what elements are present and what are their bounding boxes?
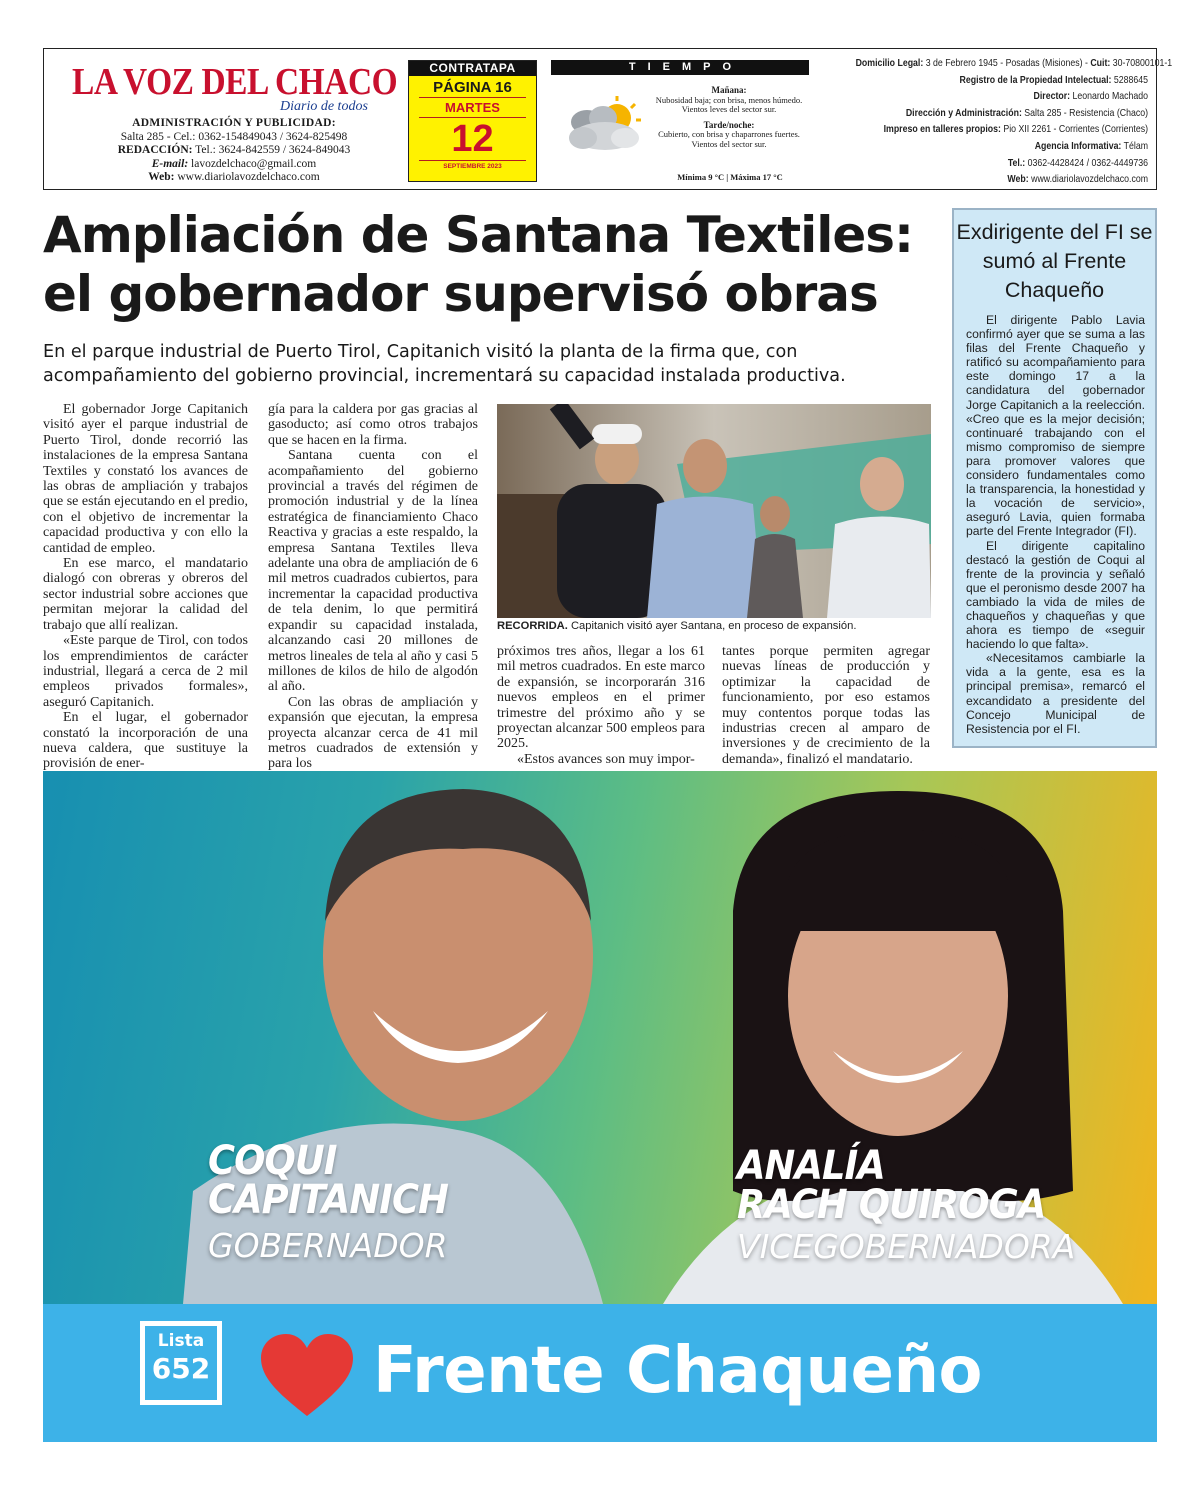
weather-box [551,60,809,182]
forecast-text [653,86,805,149]
candidate-2-last-name: RACH QUIROGA [737,1182,1046,1228]
legal-label: Registro de la Propiedad Intelectual: [959,74,1112,86]
legal-label: Cuit: [1090,58,1111,69]
weekday: MARTES [419,98,526,118]
sidebar-paragraph: El dirigente Pablo Lavia confirmó ayer que se suma a las filas del Frente Chaqueño y ratificó su acompañamiento para este domingo 17 a la candidatura del gobernador Jorge Capitanich a la reelección. «Creo que es la mejor decisión; continuaré trabajando con el mismo compromiso de siempre para promover valores que considero fundamentales como la transparencia, la honestidad y la vocación de servicio», aseguró Lavia, quien formaba parte del Frente Integrador (FI). [966,313,1145,539]
email-line [84,158,384,172]
legal-value: 0362-4428424 / 0362-4449736 [1027,157,1148,169]
redaccion-label: REDACCIÓN: [117,144,193,156]
email-label: E-mail: [151,157,189,170]
sidebar-body [966,313,1145,736]
legal-value: 5288645 [1113,74,1148,86]
sidebar-paragraph: El dirigente capitalino destacó la gestión de Coqui al frente de la provincia y señaló que el peronismo desde 2007 ha cambiado la vida de miles de chaqueños y chaqueñas y que ahora es tiempo de «seguir haciendo lo que falta». [966,538,1145,652]
campaign-ad[interactable] [43,771,1157,1304]
article-column-2 [268,402,478,772]
redaccion-line [84,144,384,158]
lista-word: Lista [157,1331,205,1351]
evening-label: Tarde/noche: [703,119,755,130]
article-paragraph: En ese marco, el mandatario dialogó con obreras y obreros del sector industrial sobre acciones que permitan mejorar la calidad del trabajo que allí realizan. [43,556,248,633]
article-paragraph: Con las obras de ampliación y expansión que ejecutan, la empresa proyecta alcanzar cerca de 41 mil metros cuadrados de extensión y para los [268,694,478,772]
masthead [43,48,1173,190]
legal-label: Tel.: [1007,157,1026,169]
legal-value: 30-70800101-1 [1112,58,1173,69]
lista-number: 652 [151,1352,211,1385]
redaccion-phones: Tel.: 3624-842559 / 3624-849043 [195,144,351,156]
article-column-1 [43,402,248,772]
admin-address: Salta 285 - Cel.: 0362-154849043 / 3624-825498 [120,130,348,143]
section-label: CONTRATAPA [409,61,536,76]
candidate-1-last-name: CAPITANICH [208,1177,448,1223]
legal-label: Director: [1033,91,1071,103]
legal-label: Domicilio Legal: [855,58,924,69]
article-paragraph: En el lugar, el gobernador constató la incorporación de una nueva caldera, que sustituye la provisión de ener- [43,710,248,772]
article-column-3 [497,644,705,767]
partly-cloudy-icon [565,94,647,154]
candidate-1-role: GOBERNADOR [208,1226,448,1265]
article-photo[interactable] [497,404,931,618]
candidate-2-bangs [788,829,1008,931]
legal-row [856,89,1148,106]
article-column-4 [722,644,930,767]
email-value[interactable]: lavozdelchaco@gmail.com [191,157,317,170]
article-deck: En el parque industrial de Puerto Tirol, Capitanich visitó la planta de la firma que, con acompañamiento del gobierno provincial, incrementará su capacidad instalada productiva. [43,342,846,386]
photo-scene [497,404,931,618]
morning-label: Mañana: [711,85,747,95]
caption-label: RECORRIDA. [497,620,568,632]
web-value[interactable]: www.diariolavozdelchaco.com [177,171,320,183]
legal-row [856,156,1148,173]
page-number: PÁGINA 16 [419,78,526,98]
legal-value: Télam [1123,140,1148,152]
article-paragraph: El gobernador Jorge Capitanich visitó ayer el parque industrial de Puerto Tirol, donde recorrió las instalaciones de la empresa Santana Textiles y constató los avances de las obras de ampliación y trabajos que se están ejecutando en el predio, con el objetivo de incrementar la capacidad productiva y con ello la cantidad de empleo. [43,402,248,556]
legal-row [856,139,1148,156]
article-headline [43,206,943,324]
evening-forecast: Cubierto, con brisa y chaparrones fuertes. Vientos del sector sur. [658,129,800,149]
legal-row [855,56,1173,73]
legal-row [856,172,1148,189]
candidate-1-first-name: COQUI [208,1138,337,1184]
caption-text: Capitanich visitó ayer Santana, en proceso de expansión. [570,620,857,632]
legal-value: 3 de Febrero 1945 - Posadas (Misiones) - [925,58,1088,69]
admin-contact [84,117,384,185]
article-paragraph: «Este parque de Tirol, con todos los emprendimientos de carácter industrial, llegará a cerca de 2 mil empleos privados formales», aseguró Capitanich. [43,633,248,710]
candidate-2-first-name: ANALÍA [737,1143,885,1189]
date-box [408,60,537,182]
party-name: Frente Chaqueño [373,1334,982,1408]
article-paragraph: próximos tres años, llegar a los 61 mil metros cuadrados. En este marco de expansión, se incorporarán 316 nuevos empleos en el primer trimestre del próximo año y se proyectan alcanzar 500 empleos para 2025. [497,644,705,752]
legal-row [856,73,1148,90]
sidebar-news-box [952,208,1157,748]
logo-tagline: Diario de todos [280,99,368,114]
min-max-temp: Mínima 9 °C | Máxima 17 °C [677,172,783,182]
legal-label: Web: [1007,174,1029,186]
web-line [84,171,384,185]
legal-row [856,106,1148,123]
campaign-band [43,1304,1157,1442]
article-paragraph: tantes porque permiten agregar nuevas líneas de producción y optimizar la capacidad de funcionamiento, por eso estamos muy contentos porque todas las industrias crecen al amparo de inversiones y de crecimiento de la demanda», finalizó el mandatario. [722,644,930,767]
sidebar-title: Exdirigente del FI se sumó al Frente Chaqueño [956,220,1153,302]
legal-info [808,56,1173,189]
legal-label: Impreso en talleres propios: [883,124,1001,136]
heart-icon [259,1332,355,1418]
legal-label: Agencia Informativa: [1034,140,1122,152]
legal-row [856,122,1148,139]
article-paragraph: «Estos avances son muy impor- [517,751,695,767]
admin-heading: ADMINISTRACIÓN Y PUBLICIDAD: [132,117,336,129]
morning-forecast: Nubosidad baja; con brisa, menos húmedo. Vientos leves del sector sur. [655,94,803,114]
weather-title: TIEMPO [551,60,809,75]
photo-caption [497,620,931,632]
article-paragraph: Santana cuenta con el acompañamiento del gobierno provincial a través del régimen de promoción industrial y de la línea estratégica de financiamiento Chaco Reactiva y gracias a este respaldo, la empresa Santana Textiles lleva adelante una obra de ampliación de 6 mil metros cuadrados cubiertos, para incrementar la capacidad productiva de tela denim, lo que permitirá expandir su capacidad instalada, alcanzando casi 20 millones de metros lineales de tela al año y casi 5 millones de kilos de hilo de algodón al año. [268,448,478,695]
legal-label: Dirección y Administración: [905,107,1022,119]
newspaper-logo[interactable] [72,61,398,114]
headline-line: el gobernador supervisó obras [43,265,878,323]
web-label: Web: [148,171,175,183]
legal-value[interactable]: www.diariolavozdelchaco.com [1031,174,1148,186]
month-year: SEPTIEMBRE 2023 [443,163,502,170]
day-number: 12 [419,118,526,161]
legal-value: Pio XII 2261 - Corrientes (Corrientes) [1003,124,1148,136]
logo-name: LA VOZ DEL CHACO [72,61,398,103]
candidate-2-role: VICEGOBERNADORA [737,1227,1076,1266]
legal-value: Salta 285 - Resistencia (Chaco) [1024,107,1148,119]
legal-value: Leonardo Machado [1072,91,1148,103]
headline-line: Ampliación de Santana Textiles: [43,206,914,264]
article-paragraph: gía para la caldera por gas gracias al gasoducto; así como otros trabajos que se hacen en la firma. [268,402,478,448]
lista-badge [140,1321,222,1405]
sidebar-paragraph: «Necesitamos cambiarle la vida a la gente, esa es la principal premisa», remarcó el excandidato a presidente del Concejo Municipal de Resistencia por el FI. [966,651,1145,736]
